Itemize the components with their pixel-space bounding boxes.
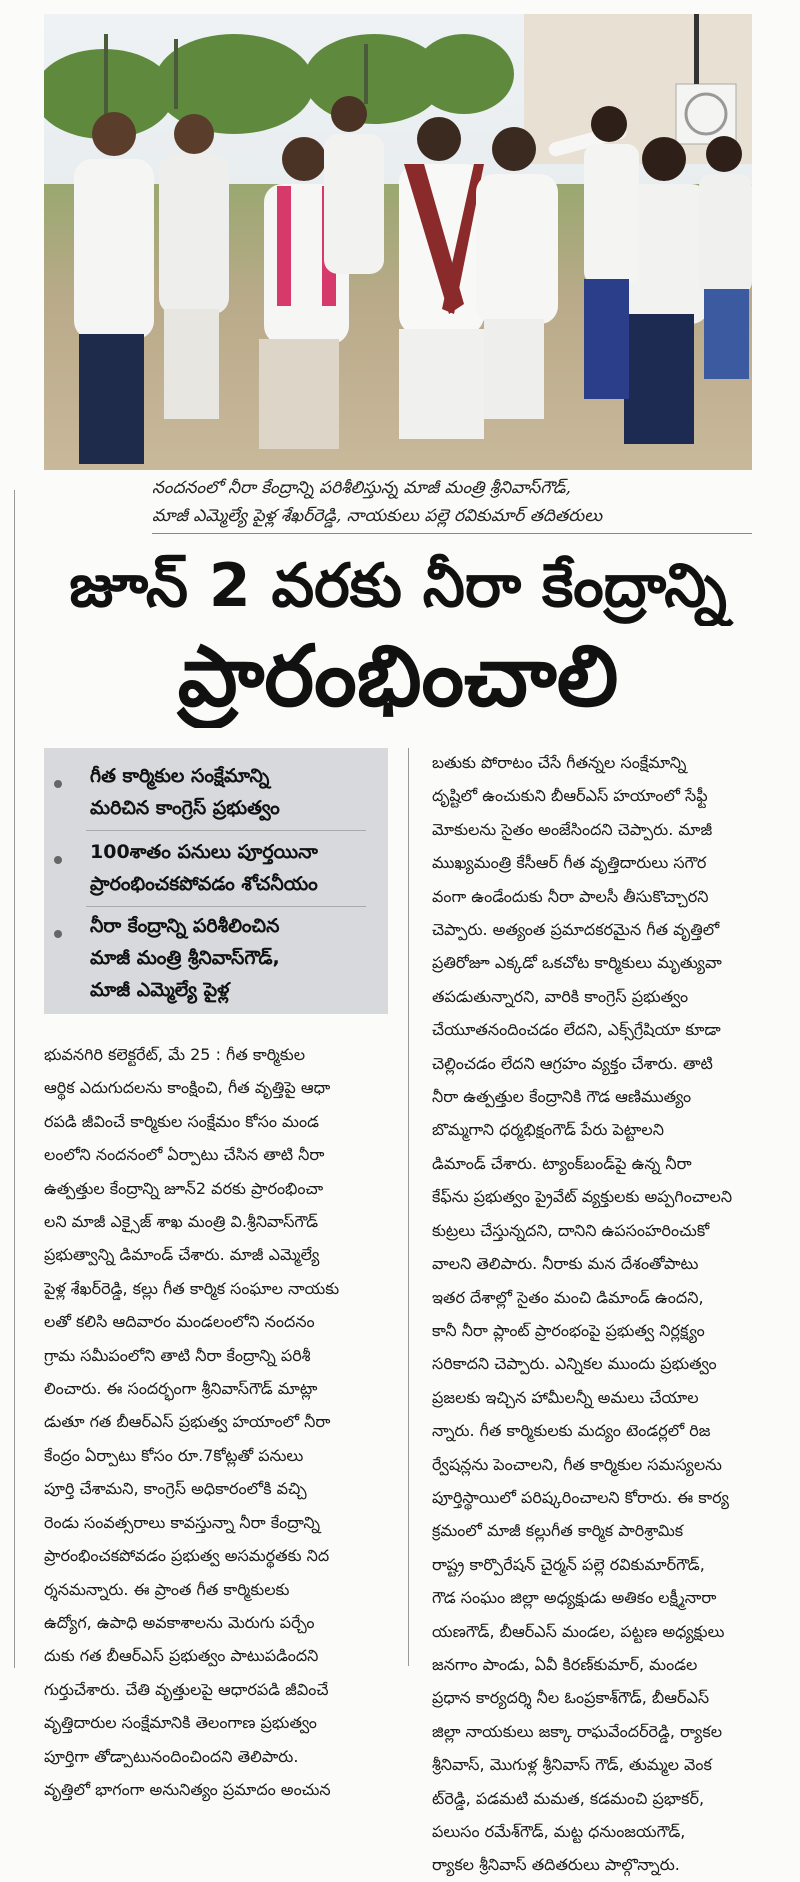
body-line: బొమ్మగాని ధర్మభిక్షంగౌడ్‌ పేరు పెట్టాలని	[432, 1120, 664, 1140]
highlight-line: 100శాతం పనులు పూర్తయినా	[90, 841, 318, 863]
body-line: ముఖ్యమంత్రి కేసీఆర్‌ గీత వృత్తిదారులు సగౌర	[432, 853, 707, 873]
body-line: జిల్లా నాయకులు జక్కా రాఘవేందర్‌రెడ్డి, ర్యాకల	[432, 1721, 723, 1741]
body-line: సరికాదని చెప్పారు. ఎన్నికల ముందు ప్రభుత్వం	[432, 1354, 717, 1374]
body-line: ప్రభుత్వాన్ని డిమాండ్‌ చేశారు. మాజీ ఎమ్మెల్యే	[44, 1245, 320, 1265]
body-line: న్నారు. గీత కార్మికులకు మద్యం టెండర్లలో రిజ	[432, 1421, 711, 1441]
body-line: భువనగిరి కలెక్టరేట్‌, మే 25 : గీత కార్మికుల	[44, 1045, 306, 1064]
body-line: ప్రారంభించకపోవడం ప్రభుత్వ అసమర్థతకు నిద	[44, 1546, 330, 1566]
body-line: ఆర్థిక ఎదుగుదలను కాంక్షించి, గీత వృత్తిపై ఆధా	[44, 1078, 331, 1098]
body-line: లని మాజీ ఎక్సైజ్‌ శాఖ మంత్రి వి.శ్రీనివాస్‌గౌడ్‌	[44, 1212, 319, 1232]
body-line: ఉత్పత్తుల కేంద్రాన్ని జూన్‌2 వరకు ప్రారంభించా	[44, 1178, 324, 1198]
body-column-left	[44, 1038, 390, 1806]
body-line: నీరా ఉత్పత్తుల కేంద్రానికి గౌడ ఆణిముత్యం	[432, 1087, 692, 1107]
body-line: శ్రీనివాస్‌, మొగుళ్ల శ్రీనివాస్‌ గౌడ్‌, తుమ్మల వెంక	[432, 1755, 712, 1775]
body-line: రెండు సంవత్సరాలు కావస్తున్నా నీరా కేంద్రాన్ని	[44, 1512, 321, 1532]
body-line: కానీ నీరా ప్లాంట్‌ ప్రారంభంపై ప్రభుత్వ నిర్లక్ష్యం	[432, 1320, 705, 1340]
bullet-icon	[54, 780, 62, 788]
left-rule	[14, 490, 15, 1668]
highlight-line: ప్రారంభించకపోవడం శోచనీయం	[90, 873, 318, 895]
highlight-divider	[86, 830, 366, 831]
body-line: కేంద్రం ఏర్పాటు కోసం రూ.7కోట్లతో పనులు	[44, 1445, 304, 1465]
body-line: చెప్పారు. అత్యంత ప్రమాదకరమైన గీత వృత్తిలో	[432, 920, 720, 940]
body-line: లంలోని నందనంలో ఏర్పాటు చేసిన తాటి నీరా	[44, 1145, 325, 1165]
highlights-box	[44, 748, 388, 1014]
body-line: పూర్తిగా తోడ్పాటునందించిందని తెలిపారు.	[44, 1746, 299, 1766]
caption-underline	[152, 533, 752, 534]
photo-illustration	[44, 14, 752, 470]
body-line: డిమాండ్‌ చేశారు. ట్యాంక్‌బండ్‌పై ఉన్న నీరా	[432, 1153, 692, 1173]
body-line: జనగాం పాండు, ఏవీ కిరణ్‌కుమార్‌, మండల	[432, 1654, 698, 1674]
body-line: యణగౌడ్‌, బీఆర్‌ఎస్‌ మండల, పట్టణ అధ్యక్షులు	[432, 1621, 725, 1641]
body-line: పలుసం రమేశ్‌గౌడ్‌, మట్ట ధనుంజయగౌడ్‌,	[432, 1822, 686, 1841]
body-line: చెల్లించడం లేదని ఆగ్రహం వ్యక్తం చేశారు. తాటి	[432, 1053, 713, 1073]
bullet-icon	[54, 930, 62, 938]
body-line: డుతూ గత బీఆర్‌ఎస్‌ ప్రభుత్వ హయాంలో నీరా	[44, 1412, 331, 1432]
body-column-right	[432, 746, 754, 1882]
body-line: ట్‌రెడ్డి, పడమటి మమత, కడమంచి ప్రభాకర్‌,	[432, 1788, 705, 1808]
body-line: పూర్తిస్థాయిలో పరిష్కరించాలని కోరారు. ఈ కార్య	[432, 1487, 729, 1507]
body-line: ర్యాకల శ్రీనివాస్‌ తదితరులు పాల్గొన్నారు.	[432, 1855, 680, 1875]
column-rule	[408, 748, 409, 1666]
news-photo	[44, 14, 752, 470]
body-line: పైళ్ల శేఖర్‌రెడ్డి, కల్లు గీత కార్మిక సంఘాల నాయకు	[44, 1278, 340, 1298]
body-line: తపడుతున్నారని, వారికి కాంగ్రెస్‌ ప్రభుత్వం	[432, 986, 689, 1006]
caption-line: నందనంలో నీరా కేంద్రాన్ని పరిశీలిస్తున్న మాజీ మంత్రి శ్రీనివాస్‌గౌడ్‌,	[152, 478, 571, 498]
body-line: రపడి జీవించే కార్మికుల సంక్షేమం కోసం మండ	[44, 1111, 319, 1131]
highlight-line: మాజీ ఎమ్మెల్యే పైళ్ల	[90, 979, 230, 1001]
body-line: గౌడ సంఘం జిల్లా అధ్యక్షుడు అతికం లక్ష్మీనారా	[432, 1588, 717, 1608]
body-line: ఉద్యోగ, ఉపాధి అవకాశాలను మెరుగు పర్చేం	[44, 1612, 315, 1632]
body-line: ర్శనమన్నారు. ఈ ప్రాంత గీత కార్మికులకు	[44, 1579, 290, 1599]
caption-line: మాజీ ఎమ్మెల్యే పైళ్ల శేఖర్‌రెడ్డి, నాయకులు పల్లె రవికుమార్‌ తదితరులు	[152, 506, 603, 526]
body-line: దృష్టిలో ఉంచుకుని బీఆర్‌ఎస్‌ హయాంలో సేఫ్టీ	[432, 786, 708, 806]
body-line: కేఫ్‌ను ప్రభుత్వం ప్రైవేట్‌ వ్యక్తులకు అప్పగించాలని	[432, 1187, 733, 1207]
body-line: మోకులను సైతం అంజేసిందని చెప్పారు. మాజీ	[432, 819, 713, 839]
body-line: ఇతర దేశాల్లో సైతం మంచి డిమాండ్‌ ఉందని,	[432, 1287, 704, 1307]
body-line: రాష్ట్ర కార్పొరేషన్‌ చైర్మన్‌ పల్లె రవికుమార్‌గౌడ్‌,	[432, 1554, 705, 1574]
bullet-icon	[54, 856, 62, 864]
body-line: చేయూతనందించడం లేదని, ఎక్స్‌గ్రేషియా కూడా	[432, 1020, 721, 1040]
body-line: క్రమంలో మాజీ కల్లుగీత కార్మిక పారిశ్రామిక	[432, 1521, 684, 1541]
body-line: లతో కలిసి ఆదివారం మండలంలోని నందనం	[44, 1312, 315, 1332]
body-line: కుట్రలు చేస్తున్నదని, దానిని ఉపసంహరించుకో	[432, 1220, 710, 1240]
body-line: వృత్తిలో భాగంగా అనునిత్యం ప్రమాదం అంచున	[44, 1779, 331, 1799]
body-line: వృత్తిదారుల సంక్షేమానికి తెలంగాణ ప్రభుత్వం	[44, 1713, 317, 1733]
headline-line-1: జూన్‌ 2 వరకు నీరా కేంద్రాన్ని	[69, 551, 727, 621]
body-line: దుకు గత బీఆర్‌ఎస్‌ ప్రభుత్వం పాటుపడిందని	[44, 1646, 319, 1666]
body-line: గ్రామ సమీపంలోని తాటి నీరా కేంద్రాన్ని పరిశీ	[44, 1345, 311, 1365]
photo-caption	[152, 474, 752, 530]
body-line: ప్రజలకు ఇచ్చిన హామీలన్నీ అమలు చేయాల	[432, 1387, 699, 1407]
body-line: పూర్తి చేశామని, కాంగ్రెస్‌ అధికారంలోకి వచ్చి	[44, 1479, 307, 1499]
highlight-divider	[86, 906, 366, 907]
body-line: ప్రధాన కార్యదర్శి నీల ఓంప్రకాశ్‌గౌడ్‌, బీఆర్‌ఎస్‌	[432, 1688, 710, 1708]
highlight-line: మాజీ మంత్రి శ్రీనివాస్‌గౌడ్‌,	[90, 947, 280, 969]
highlight-line: నీరా కేంద్రాన్ని పరిశీలించిన	[90, 915, 280, 937]
highlight-line: గీత కార్మికుల సంక్షేమాన్ని	[90, 765, 270, 787]
body-line: గుర్తుచేశారు. చేతి వృత్తులపై ఆధారపడి జీవించే	[44, 1679, 329, 1699]
body-line: ర్వేషన్లను పెంచాలని, గీత కార్మికుల సమస్యలను	[432, 1454, 722, 1474]
highlight-line: మరిచిన కాంగ్రెస్‌ ప్రభుత్వం	[90, 797, 280, 819]
body-line: ప్రతిరోజూ ఎక్కడో ఒకచోట కార్మికులు మృత్యువా	[432, 953, 722, 973]
headline-line-2: ప్రారంభించాలి	[177, 627, 619, 725]
body-line: వంగా ఉండేందుకు నీరా పాలసీ తీసుకొచ్చారని	[432, 886, 709, 906]
body-line: లించారు. ఈ సందర్భంగా శ్రీనివాస్‌గౌడ్‌ మాట్లా	[44, 1379, 318, 1399]
body-line: వాలని తెలిపారు. నీరాకు మన దేశంతోపాటు	[432, 1254, 699, 1274]
body-line: బతుకు పోరాటం చేసే గీతన్నల సంక్షేమాన్ని	[432, 753, 687, 772]
